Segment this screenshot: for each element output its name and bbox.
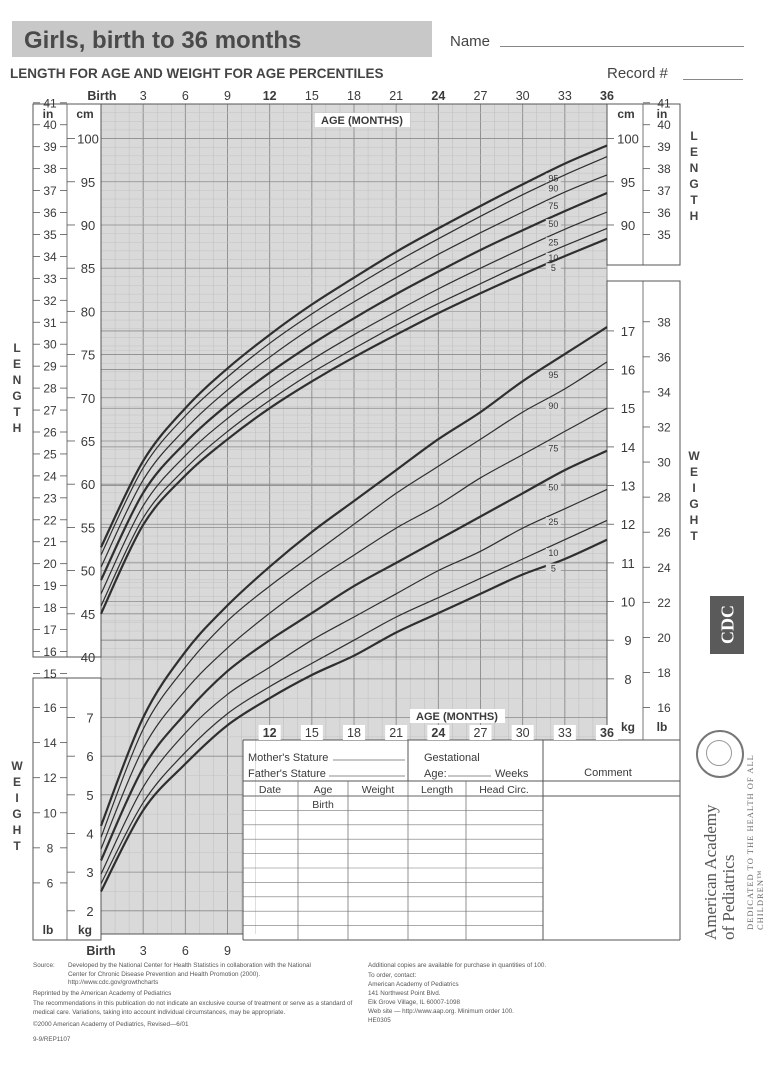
lb-tick-label: 10	[43, 806, 57, 821]
top-age-tick: 27	[473, 89, 488, 103]
in-tick-label-right: 40	[657, 118, 671, 133]
mid-age-tick: 21	[389, 726, 404, 740]
unit-kg-right: kg	[620, 720, 636, 734]
in-tick-label-right: 35	[657, 227, 671, 242]
bottom-age-tick: 6	[181, 944, 189, 958]
footer-code2: HE0305	[368, 1017, 391, 1024]
mid-age-tick: 27	[473, 726, 488, 740]
weight-side-label-right: W E I G H T	[688, 449, 700, 543]
in-tick-label-right: 39	[657, 140, 671, 155]
in-tick-label: 21	[43, 535, 57, 550]
top-age-tick: 36	[600, 89, 614, 103]
fathers-stature-label: Father's Stature	[248, 768, 326, 780]
age-axis-label-mid: AGE (MONTHS)	[416, 711, 498, 723]
top-age-tick: 15	[304, 89, 319, 103]
bottom-age-tick: 9	[224, 944, 231, 958]
lb-tick-label: 12	[43, 771, 57, 786]
mid-age-tick: 18	[347, 726, 361, 740]
bottom-age-tick: Birth	[86, 944, 116, 958]
mid-age-tick: 36	[600, 726, 614, 740]
table-header-age: Age	[313, 784, 333, 796]
table-header-weight: Weight	[361, 784, 395, 796]
table-header-length: Length	[420, 784, 454, 796]
lb-tick-label-right: 38	[657, 315, 671, 330]
in-tick-label: 31	[43, 315, 57, 330]
kg-tick-label-right: 11	[621, 555, 635, 571]
cm-tick-label-right: 95	[620, 174, 636, 190]
top-age-tick: 12	[262, 89, 277, 103]
kg-tick-label-right: 15	[620, 401, 636, 417]
in-tick-label: 30	[43, 337, 57, 352]
unit-cm-right: cm	[617, 107, 635, 121]
name-label: Name	[450, 33, 491, 50]
in-tick-label: 18	[43, 601, 57, 616]
footer-copyright: ©2000 American Academy of Pediatrics, Revised—6/01	[33, 1021, 189, 1028]
in-tick-label: 40	[43, 118, 57, 133]
top-age-tick: 9	[224, 89, 231, 103]
kg-tick-label-right: 17	[620, 323, 636, 339]
lb-tick-label-right: 34	[657, 385, 671, 400]
length-side-label-left: L E N G T H	[12, 341, 22, 435]
length-side-label-right: L E N G T H	[689, 129, 699, 223]
footer-reprinted: Reprinted by the American Academy of Pediatrics	[33, 990, 172, 997]
lb-tick-label-right: 30	[657, 455, 671, 470]
kg-tick-label-right: 9	[624, 633, 632, 649]
length-label-p25: 25	[548, 237, 559, 248]
mid-age-tick: 12	[262, 726, 277, 740]
weight-side-label-left: W E I G H T	[11, 759, 23, 853]
length-label-p50: 50	[548, 219, 559, 230]
top-age-tick: 21	[389, 89, 404, 103]
top-age-tick: 6	[181, 89, 189, 103]
kg-tick-label-right: 14	[620, 439, 636, 455]
weeks-label: Weeks	[495, 768, 529, 780]
cm-tick-label-right: 90	[620, 217, 636, 233]
mid-age-tick: 33	[557, 726, 572, 740]
length-label-p5: 5	[550, 263, 556, 274]
in-tick-label: 29	[43, 359, 57, 374]
top-age-tick: 24	[431, 89, 446, 103]
footer-addr2: Elk Grove Village, IL 60007-1098	[368, 999, 461, 1006]
in-tick-label: 25	[43, 447, 57, 462]
in-tick-label: 28	[43, 381, 57, 396]
in-tick-label: 27	[43, 403, 57, 418]
in-tick-label: 32	[43, 293, 57, 308]
footer-source-text: Developed by the National Center for Health Statistics in collaboration with the National Center for Chronic Disease Prevention and Health Promotion (2000). http://www.cdc.gov/growthcharts	[68, 962, 311, 986]
top-age-tick: 18	[347, 89, 361, 103]
in-tick-label: 36	[43, 206, 57, 221]
in-tick-label: 20	[43, 557, 57, 572]
gestational-age-label: Age:	[424, 768, 447, 780]
footer-order-label: To order, contact:	[368, 972, 417, 979]
aap-logo-text: American Academy of Pediatrics	[701, 804, 738, 940]
unit-in-right: in	[656, 107, 668, 121]
footer-web: Web site — http://www.aap.org. Minimum order 100.	[368, 1008, 514, 1015]
kg-tick-label-right: 8	[624, 671, 632, 687]
footer-source-label: Source:	[33, 962, 55, 969]
lb-tick-label: 6	[46, 876, 54, 891]
kg-tick-label-right: 16	[620, 362, 636, 378]
footer-recommendations: The recommendations in this publication do not indicate an exclusive course of treatment or serve as a standard of medical care. Variations, taking into account individual circumstances, may be appropriate.	[33, 1000, 353, 1016]
lb-tick-label-right: 18	[657, 665, 671, 680]
unit-kg-left: kg	[77, 923, 93, 937]
footer-org: American Academy of Pediatrics	[368, 981, 459, 988]
in-tick-label: 16	[43, 644, 57, 659]
cm-tick-label: 55	[80, 520, 96, 536]
weight-label-p50: 50	[548, 482, 559, 493]
footer-code: 9-9/REP1107	[33, 1036, 71, 1043]
in-tick-label: 23	[43, 491, 57, 506]
cm-tick-label-right: 100	[617, 131, 639, 147]
cm-tick-label: 65	[80, 433, 96, 449]
lb-tick-label-right: 16	[657, 701, 671, 716]
unit-in-left: in	[42, 107, 54, 121]
kg-tick-label: 2	[86, 903, 94, 919]
cm-tick-label: 75	[80, 347, 96, 363]
kg-tick-label-right: 10	[620, 594, 636, 610]
lb-tick-label-right: 36	[657, 350, 671, 365]
top-age-tick: 3	[139, 89, 147, 103]
kg-tick-label-right: 13	[620, 478, 636, 494]
in-tick-label: 26	[43, 425, 57, 440]
bottom-age-tick: 3	[139, 944, 147, 958]
page-title: Girls, birth to 36 months	[24, 27, 302, 54]
cm-tick-label: 60	[80, 477, 96, 493]
weight-label-p25: 25	[548, 517, 559, 528]
cm-tick-label: 100	[77, 131, 99, 147]
lb-tick-label: 14	[43, 736, 57, 751]
weight-label-p95: 95	[548, 370, 559, 381]
in-tick-label: 38	[43, 162, 57, 177]
in-tick-label: 15	[43, 666, 57, 681]
aap-tagline: DEDICATED TO THE HEALTH OF ALL CHILDREN™	[745, 754, 765, 930]
kg-tick-label: 4	[86, 826, 94, 842]
cm-tick-label: 95	[80, 174, 96, 190]
age-axis-label-top: AGE (MONTHS)	[321, 115, 403, 127]
comment-header: Comment	[584, 767, 632, 779]
lb-tick-label: 8	[46, 841, 54, 856]
cm-tick-label: 50	[80, 563, 96, 579]
kg-tick-label-right: 12	[620, 517, 636, 533]
lb-tick-label-right: 26	[657, 525, 671, 540]
lb-tick-label-right: 28	[657, 490, 671, 505]
in-tick-label: 17	[43, 623, 57, 638]
mid-age-tick: 15	[304, 726, 319, 740]
record-label: Record #	[607, 65, 668, 82]
footer-copies: Additional copies are available for purchase in quantities of 100.	[368, 962, 547, 969]
top-age-tick: 33	[557, 89, 572, 103]
lb-tick-label-right: 20	[657, 630, 671, 645]
lb-tick-label-right: 22	[657, 595, 671, 610]
lb-tick-label: 16	[43, 701, 57, 716]
lb-tick-label-right: 32	[657, 420, 671, 435]
weight-label-p75: 75	[548, 443, 559, 454]
mid-age-tick: 24	[431, 726, 446, 740]
cdc-logo: CDC	[710, 596, 744, 654]
length-label-p10: 10	[548, 252, 559, 263]
lb-tick-label-right: 24	[657, 560, 671, 575]
in-tick-label-right: 37	[657, 184, 671, 199]
mid-age-tick: 30	[515, 726, 530, 740]
in-tick-label: 33	[43, 271, 57, 286]
top-age-tick: Birth	[87, 89, 117, 103]
top-age-tick: 30	[515, 89, 530, 103]
in-tick-label: 24	[43, 469, 57, 484]
table-birth-row: Birth	[312, 799, 334, 811]
table-header-head-circ: Head Circ.	[479, 784, 529, 796]
in-tick-label: 34	[43, 249, 57, 264]
unit-cm-left: cm	[76, 107, 94, 121]
length-label-p95: 95	[548, 173, 559, 184]
gestational-label: Gestational	[424, 752, 480, 764]
in-tick-label: 39	[43, 140, 57, 155]
table-header-date: Date	[258, 784, 282, 796]
unit-lb-right: lb	[656, 720, 668, 734]
in-tick-label-right: 38	[657, 162, 671, 177]
cm-tick-label: 85	[80, 261, 96, 277]
unit-lb-left: lb	[42, 923, 54, 937]
in-tick-label: 41	[43, 96, 57, 111]
kg-tick-label: 3	[86, 865, 94, 881]
kg-tick-label: 6	[86, 749, 94, 765]
in-tick-label: 35	[43, 227, 57, 242]
in-tick-label: 19	[43, 579, 57, 594]
chart-subtitle: LENGTH FOR AGE AND WEIGHT FOR AGE PERCENTILES	[10, 66, 384, 81]
weight-label-p10: 10	[548, 548, 559, 559]
cm-tick-label: 70	[80, 390, 96, 406]
cm-tick-label: 90	[80, 217, 96, 233]
cm-tick-label: 40	[80, 650, 96, 665]
cm-tick-label: 45	[80, 606, 96, 622]
length-label-p75: 75	[548, 201, 559, 212]
cm-tick-label: 80	[80, 304, 96, 320]
footer-addr1: 141 Northwest Point Blvd.	[368, 990, 441, 997]
length-label-p90: 90	[548, 183, 559, 194]
kg-tick-label: 7	[86, 710, 94, 726]
kg-tick-label: 5	[86, 787, 94, 803]
in-tick-label-right: 36	[657, 206, 671, 221]
in-tick-label-right: 41	[657, 96, 671, 111]
in-tick-label: 22	[43, 513, 57, 528]
mothers-stature-label: Mother's Stature	[248, 752, 329, 764]
in-tick-label: 37	[43, 184, 57, 199]
weight-label-p5: 5	[550, 563, 556, 574]
weight-label-p90: 90	[548, 401, 559, 412]
